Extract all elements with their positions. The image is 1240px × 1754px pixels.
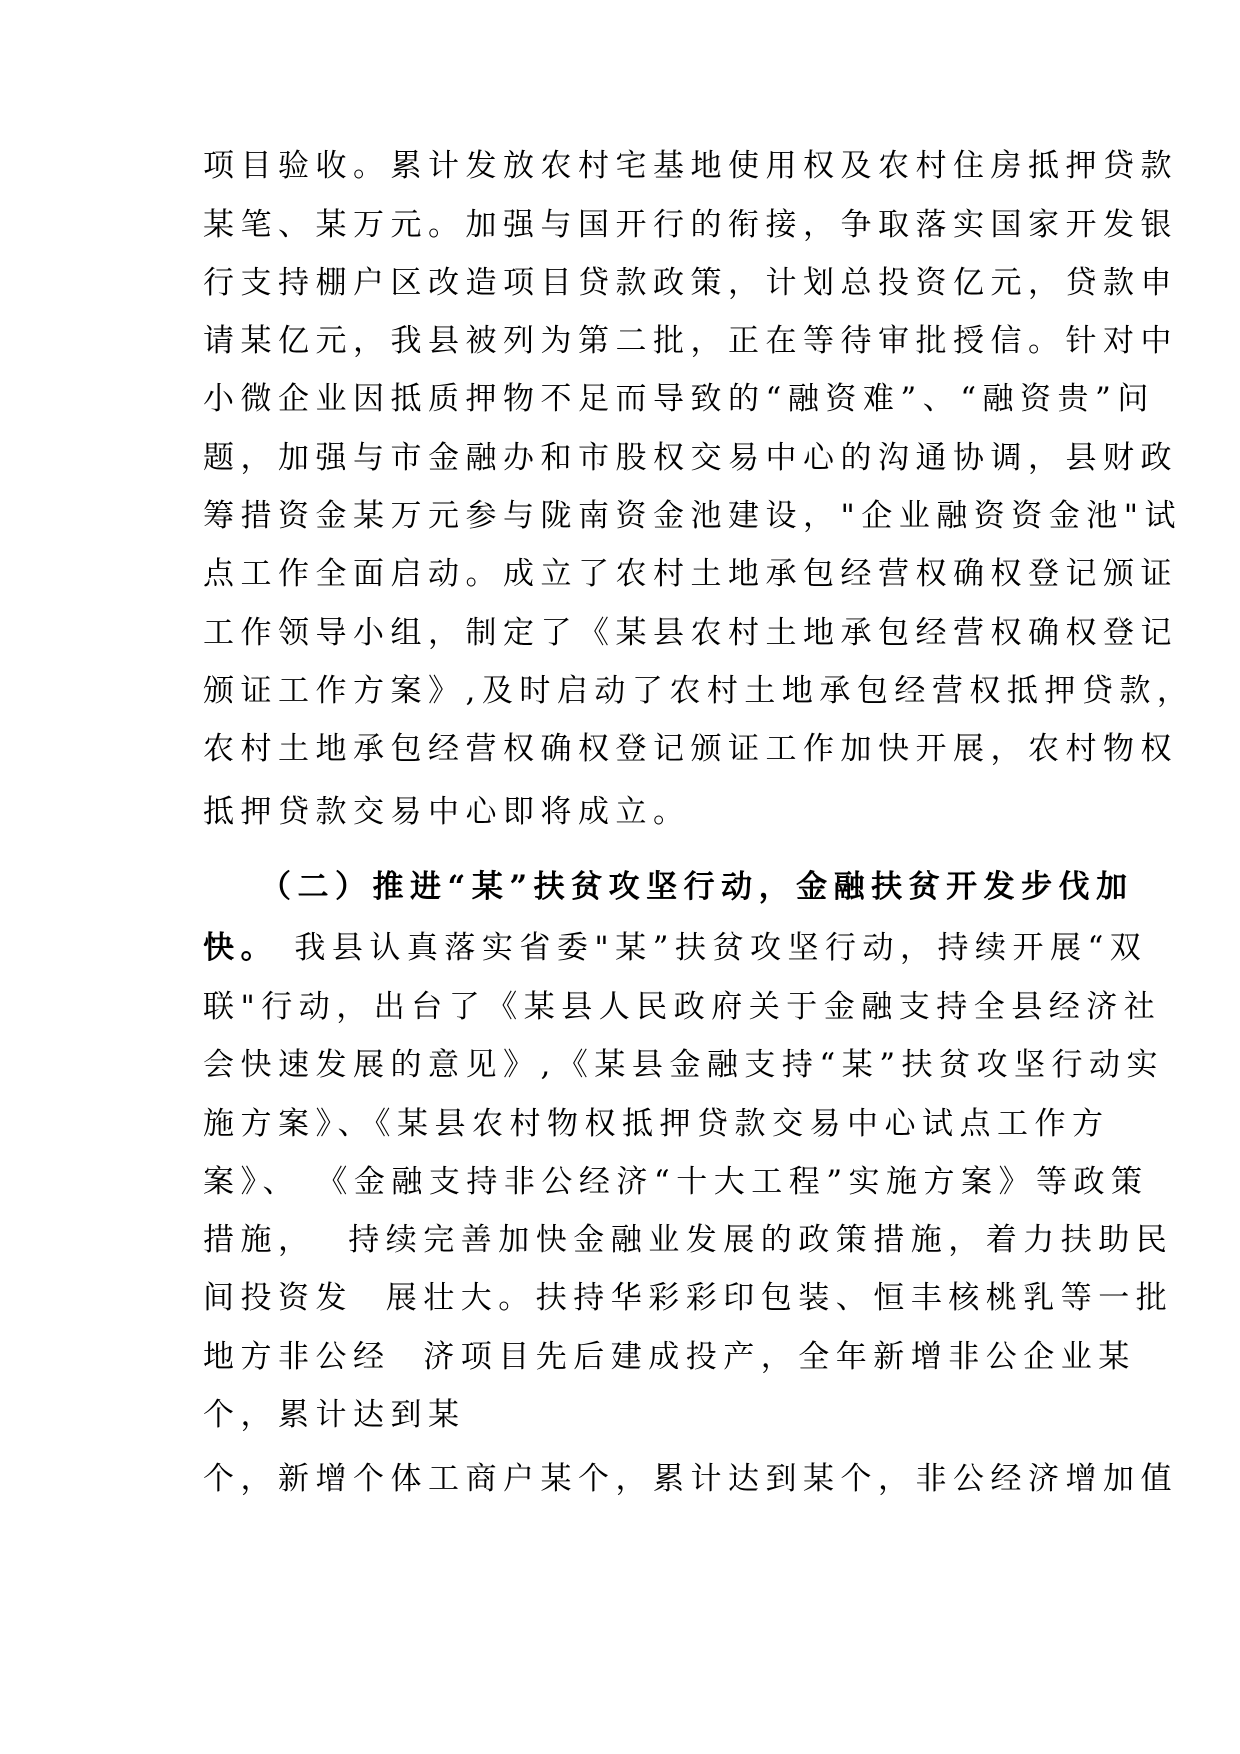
paragraph-line: 项目验收。累计发放农村宅基地使用权及农村住房抵押贷款 [203,148,1178,184]
paragraph-line: 施方案》、《某县农村物权抵押贷款交易中心试点工作方 [203,1106,1110,1142]
paragraph-line: 点工作全面启动。成立了农村土地承包经营权确权登记颁证 [203,556,1178,592]
paragraph-line: 筹措资金某万元参与陇南资金池建设，"企业融资资金池"试 [203,498,1183,534]
paragraph-line: 个，新增个体工商户某个，累计达到某个，非公经济增加值 [203,1461,1178,1497]
paragraph-line: 间投资发 展壮大。扶持华彩彩印包装、恒丰核桃乳等一批 [203,1280,1174,1316]
paragraph-line: 会快速发展的意见》,《某县金融支持“某”扶贫攻坚行动实 [203,1047,1165,1083]
paragraph-line: 案》、 《金融支持非公经济“十大工程”实施方案》等政策 [203,1164,1149,1200]
paragraph-line: 联"行动，出台了《某县人民政府关于金融支持全县经济社 [203,989,1162,1025]
paragraph-line: 农村土地承包经营权确权登记颁证工作加快开展，农村物权 [203,731,1178,767]
section-body-start: 我县认真落实省委"某”扶贫攻坚行动，持续开展“双 [278,930,1148,966]
paragraph-line: 工作领导小组，制定了《某县农村土地承包经营权确权登记 [203,615,1178,651]
paragraph-line: 题，加强与市金融办和市股权交易中心的沟通协调，县财政 [203,440,1178,476]
section-heading-end: 快。 [203,930,278,966]
paragraph-line: 行支持棚户区改造项目贷款政策，计划总投资亿元，贷款申 [203,265,1178,301]
paragraph-line: 措施， 持续完善加快金融业发展的政策措施，着力扶助民 [203,1222,1174,1258]
paragraph-line: 地方非公经 济项目先后建成投产，全年新增非公企业某 [203,1339,1136,1375]
section-heading: （二）推进“某”扶贫攻坚行动，金融扶贫开发步伐加 [260,869,1134,905]
paragraph-line: 个，累计达到某 [203,1397,466,1433]
paragraph-line: 小微企业因抵质押物不足而导致的“融资难”、“融资贵”问 [203,381,1155,417]
paragraph-line: 请某亿元，我县被列为第二批，正在等待审批授信。针对中 [203,323,1178,359]
paragraph-line: 颁证工作方案》,及时启动了农村土地承包经营权抵押贷款， [203,673,1195,709]
section-heading-continuation [203,928,1148,968]
paragraph-line: 某笔、某万元。加强与国开行的衔接，争取落实国家开发银 [203,207,1178,243]
paragraph-line: 抵押贷款交易中心即将成立。 [203,794,691,830]
